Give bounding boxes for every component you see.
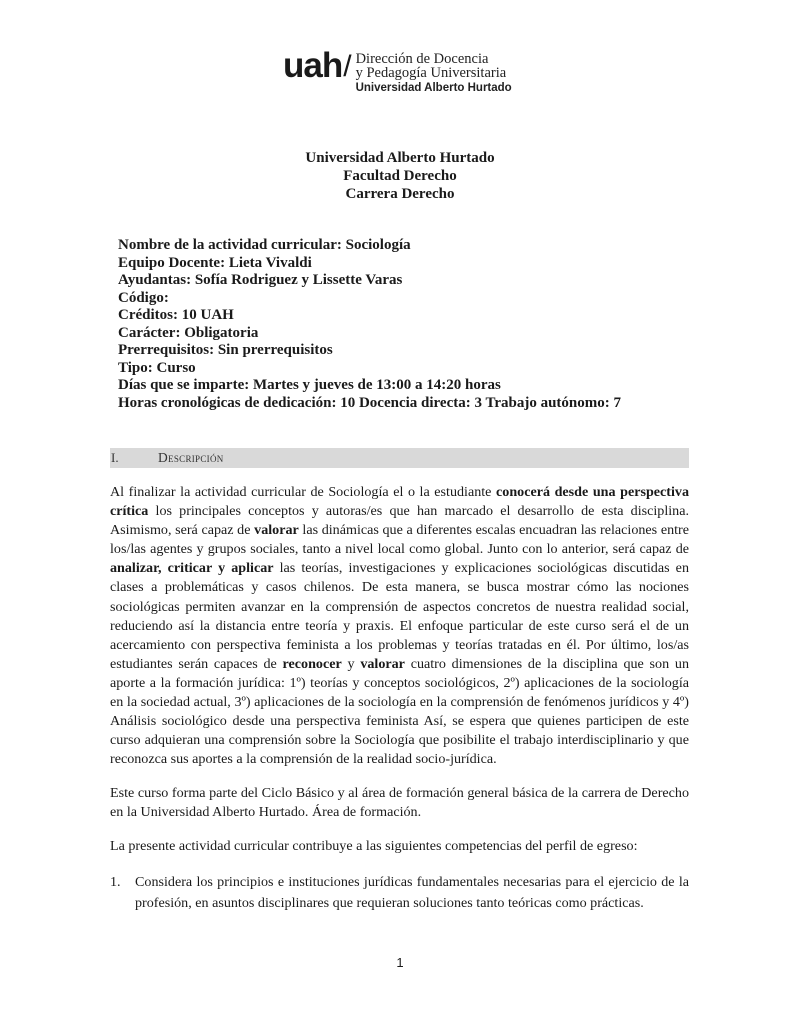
- p1-text-3: las dinámicas que a diferentes escalas encuadran las relaciones entre los/las agentes y grupos sociales, tanto a nivel local como global. Junto con lo anterior, será capaz de: [110, 522, 689, 558]
- university-name: Universidad Alberto Hurtado: [305, 150, 495, 166]
- course-info: [118, 237, 718, 412]
- info-row-code: Código:: [118, 289, 169, 306]
- logo-slash: /: [343, 50, 352, 83]
- p1-bold-5: valorar: [360, 655, 405, 672]
- p1-text-5: y: [341, 655, 361, 672]
- uah-logo: [283, 44, 512, 96]
- info-row-character: Carácter: Obligatoria: [118, 324, 259, 341]
- info-row-activity: Nombre de la actividad curricular: Sociología: [118, 237, 411, 253]
- document-header: [0, 149, 800, 203]
- career-name: Carrera Derecho: [345, 186, 455, 202]
- p1-text-2: los principales conceptos y autoras/es que han marcado el desarrollo de esta disciplina. Asimismo, será capaz de: [110, 503, 689, 539]
- competencies-intro: La presente actividad curricular contribuye a las siguientes competencias del perfil de egreso:: [110, 838, 638, 854]
- faculty-name: Facultad Derecho: [343, 168, 457, 184]
- info-row-assistants: Ayudantas: Sofía Rodriguez y Lissette Varas: [118, 272, 403, 288]
- info-row-credits: Créditos: 10 UAH: [118, 307, 234, 323]
- list-item-number: 1.: [110, 874, 121, 890]
- section-number: I.: [111, 450, 119, 465]
- cycle-paragraph: Este curso forma parte del Ciclo Básico y al área de formación general básica de la carrera de Derecho en la Universidad Alberto Hurtado. Área de formación.: [110, 785, 689, 821]
- list-item: [110, 872, 689, 913]
- p1-text-4: las teorías, investigaciones y explicaciones sociológicas discutidas en clases a problemáticas y casos chilenos. De esta manera, se busca mostrar cómo las nociones sociológicas permiten avanzar en la comprensión de aspectos concretos de nuestra realidad social, reduciendo así la distancia entre teoría y praxis. El enfoque particular de este curso será el de un acercamiento con perspectiva feminista a los problemas y teorías tratadas en él. Por último, los/as estudiantes serán capaces de: [110, 560, 689, 672]
- logo-line-3: Universidad Alberto Hurtado: [355, 82, 512, 94]
- logo-mark: uah: [283, 46, 343, 85]
- p1-text-6: cuatro dimensiones de la disciplina que son un aporte a la formación jurídica: 1º) teorías y conceptos sociológicos, 2º) aplicaciones de la sociología en la sociedad actual, 3º) aplicaciones de la sociología en la comprensión de fenómenos jurídicos y 4º) Análisis sociológico desde una perspectiva feminista Así, se espera que quienes participen de este curso adquieran una comprensión sobre la Sociología que posibilite el trabajo interdisciplinario y que reconozca sus aportes a la comprensión de la realidad socio-jurídica.: [110, 655, 689, 768]
- page-number: 1: [396, 955, 404, 970]
- info-row-prerequisites: Prerrequisitos: Sin prerrequisitos: [118, 342, 333, 358]
- p1-bold-1: conocerá desde una perspectiva crítica: [110, 484, 690, 520]
- info-row-days: Días que se imparte: Martes y jueves de 13:00 a 14:20 horas: [118, 377, 501, 393]
- competencies-list: [110, 872, 689, 913]
- list-item-text: Considera los principios e instituciones jurídicas fundamentales necesarias para el ejercicio de la profesión, en asuntos disciplinares que requieran soluciones tanto teóricas como prácticas.: [135, 874, 689, 911]
- logo-text: [356, 44, 512, 96]
- p1-text-1: Al finalizar la actividad curricular de Sociología el o la estudiante: [110, 484, 497, 500]
- p1-bold-4: reconocer: [282, 655, 342, 672]
- description-paragraph: [110, 483, 689, 769]
- logo-line-1: Dirección de Docencia: [355, 51, 489, 67]
- logo-line-2: y Pedagogía Universitaria: [355, 65, 507, 81]
- p1-bold-2: valorar: [254, 522, 299, 539]
- info-row-hours: Horas cronológicas de dedicación: 10 Docencia directa: 3 Trabajo autónomo: 7: [118, 394, 622, 411]
- info-row-type: Tipo: Curso: [118, 359, 196, 376]
- p1-bold-3: analizar, criticar y aplicar: [110, 560, 274, 577]
- section-title: Descripción: [158, 450, 224, 465]
- section-header-description: [110, 448, 689, 468]
- info-row-teaching-team: Equipo Docente: Lieta Vivaldi: [118, 254, 312, 271]
